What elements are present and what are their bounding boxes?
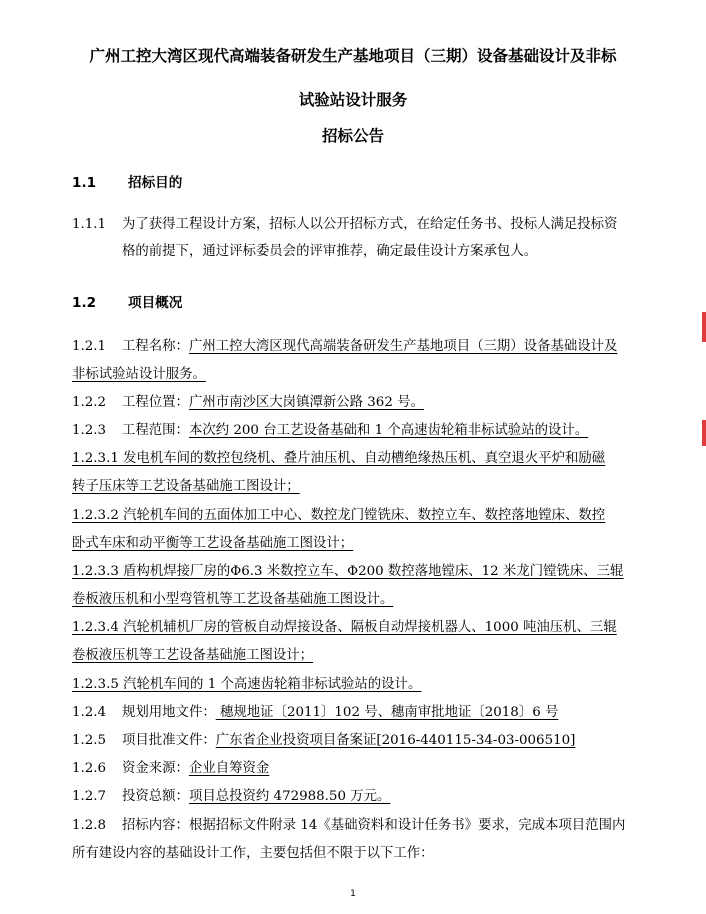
clause-1-2-8-line-2: 所有建设内容的基础设计工作，主要包括但不限于以下工作： [72,846,434,861]
clause-label: 工程范围： [122,423,189,438]
clause-1-2-3-4-line-2: 卷板液压机等工艺设备基础施工图设计； [72,648,314,663]
title-line-1: 广州工控大湾区现代高端装备研发生产基地项目（三期）设备基础设计及非标 [89,47,617,65]
clause-1-1-1-line-1 [72,216,617,234]
title-line-3: 招标公告 [321,127,384,145]
clause-1-2-3 [72,422,588,440]
clause-1-2-4 [72,704,558,722]
clause-1-2-3-1-line-2: 转子压床等工艺设备基础施工图设计； [72,479,300,494]
clause-number: 1.2.1 [72,339,107,354]
margin-mark [702,420,706,446]
clause-value: 广州工控大湾区现代高端装备研发生产基地项目（三期）设备基础设计及 [188,339,618,354]
clause-1-2-3-2-line-1: 1.2.3.2 汽轮机车间的五面体加工中心、数控龙门镗铣床、数控立车、数控落地镗床、数控 [72,508,606,523]
clause-1-2-3-3-line-1: 1.2.3.3 盾构机焊接厂房的Φ6.3 米数控立车、Φ200 数控落地镗床、12 米龙门镗铣床、三辊 [72,564,624,579]
clause-label: 投资总额： [122,789,189,804]
clause-number: 1.2.4 [72,705,107,720]
clause-label: 规划用地文件： [122,705,216,720]
section-1-1-heading [72,171,182,191]
clause-1-2-3-1-line-1: 1.2.3.1 发电机车间的数控包绕机、叠片油压机、自动槽绝缘热压机、真空退火平炉和励磁 [72,451,606,466]
clause-number: 1.2.7 [72,789,107,804]
clause-text: 招标内容：根据招标文件附录 14《基础资料和设计任务书》要求，完成本项目范围内 [122,818,626,833]
clause-value: 广州市南沙区大岗镇潭新公路 362 号。 [188,395,424,410]
clause-number: 1.2.8 [72,818,107,833]
clause-label: 项目批准文件： [122,733,216,748]
margin-mark [702,312,706,342]
section-number: 1.2 [72,295,97,311]
clause-1-2-1-line-2 [72,366,206,384]
clause-value: 项目总投资约 472988.50 万元。 [188,789,391,804]
clause-1-2-8-line-1 [72,817,625,835]
section-label: 招标目的 [128,175,183,191]
clause-number: 1.2.5 [72,733,107,748]
clause-number: 1.2.3 [72,423,107,438]
clause-value: 企业自筹资金 [188,761,270,776]
clause-number: 1.2.6 [72,761,107,776]
clause-value: 本次约 200 台工艺设备基础和 1 个高速齿轮箱非标试验站的设计。 [188,423,589,438]
clause-1-2-6 [72,760,269,778]
clause-1-1-1-line-2: 格的前提下，通过评标委员会的评审推荐，确定最佳设计方案承包人。 [122,244,538,259]
section-1-2-heading [72,291,182,311]
clause-1-2-7 [72,788,390,806]
clause-1-2-3-3-line-2: 卷板液压机和小型弯管机等工艺设备基础施工图设计。 [72,592,394,607]
clause-1-2-1-line-1 [72,338,617,356]
clause-1-2-3-2-line-2: 卧式车床和动平衡等工艺设备基础施工图设计； [72,536,354,551]
clause-value: 非标试验站设计服务。 [72,367,206,382]
clause-label: 资金来源： [122,761,189,776]
clause-value: 穗规地证〔2011〕102 号、穗南审批地证〔2018〕6 号 [215,705,559,720]
clause-1-2-3-5: 1.2.3.5 汽轮机车间的 1 个高速齿轮箱非标试验站的设计。 [72,677,422,692]
clause-label: 工程位置： [122,395,189,410]
clause-number: 1.2.2 [72,395,107,410]
clause-number: 1.1.1 [72,217,107,232]
clause-1-2-3-4-line-1: 1.2.3.4 汽轮机辅机厂房的管板自动焊接设备、隔板自动焊接机器人、1000 吨油压机、三辊 [72,620,617,635]
clause-label: 工程名称： [122,339,189,354]
clause-1-2-2 [72,394,424,412]
clause-1-2-5 [72,732,575,750]
page-number: 1 [350,889,356,899]
clause-text: 为了获得工程设计方案，招标人以公开招标方式，在给定任务书、投标人满足投标资 [122,217,618,232]
title-line-2: 试验站设计服务 [298,91,408,109]
clause-value: 广东省企业投资项目备案证[2016-440115-34-03-006510] [215,733,576,748]
section-number: 1.1 [72,175,97,191]
section-label: 项目概况 [128,295,183,311]
